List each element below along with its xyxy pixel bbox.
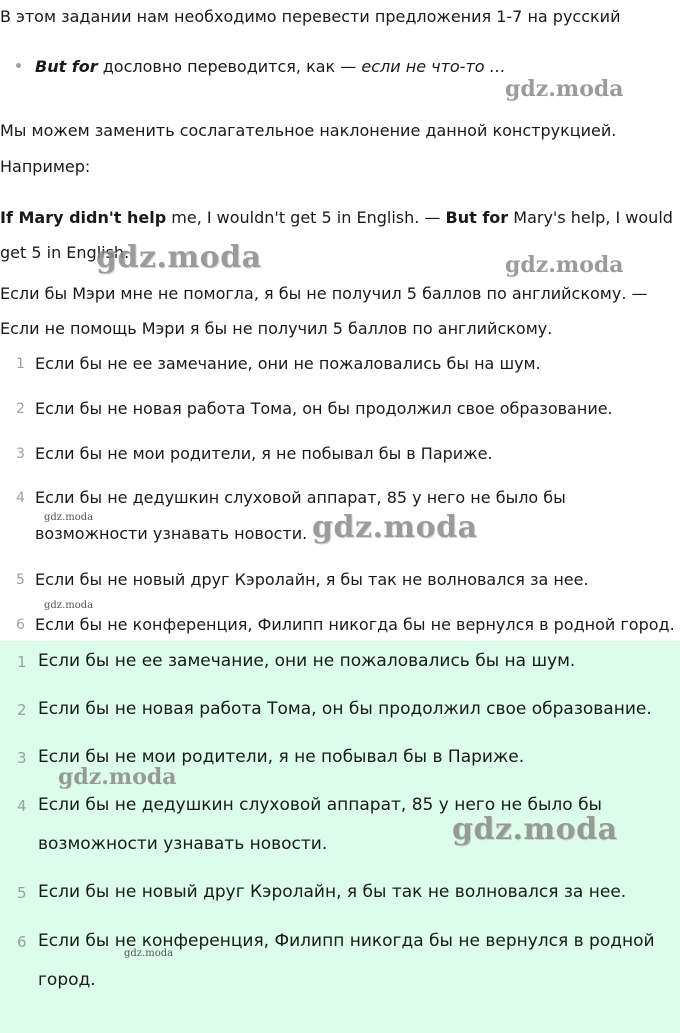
- list-item: Если бы не дедушкин слуховой аппарат, 85 у него не было бы: [35, 488, 566, 507]
- list-item-number: 3: [16, 446, 25, 462]
- list-item-number: 4: [16, 490, 25, 506]
- watermark: gdz.moda: [124, 948, 174, 959]
- answer-item: Если бы не новый друг Кэролайн, я бы так не волновался за нее.: [38, 882, 627, 902]
- list-item: Если бы не конференция, Филипп никогда бы не вернулся в родной город.: [35, 615, 675, 634]
- answer-item-number: 3: [17, 749, 27, 767]
- bullet-term: But for: [35, 57, 98, 76]
- list-item: Если бы не новая работа Тома, он бы продолжил свое образование.: [35, 399, 613, 418]
- answer-item-number: 2: [17, 701, 27, 719]
- translation-line-2: Если не помощь Мэри я бы не получил 5 баллов по английскому.: [0, 319, 553, 338]
- answer-item-number: 6: [17, 933, 27, 951]
- example-part4: Mary's help, I would get 5 in English.: [0, 208, 673, 262]
- list-item: Если бы не мои родители, я не побывал бы в Париже.: [35, 444, 493, 463]
- watermark: gdz.moda: [312, 510, 478, 545]
- answer-item-continuation: город.: [38, 970, 96, 990]
- answer-item-number: 5: [17, 884, 27, 902]
- answer-item-number: 4: [17, 797, 27, 815]
- watermark: gdz.moda: [96, 240, 262, 275]
- bullet-middle: дословно переводится, как —: [97, 57, 362, 76]
- answer-item: Если бы не мои родители, я не побывал бы в Париже.: [38, 747, 525, 767]
- example-part3: But for: [445, 208, 509, 227]
- watermark: gdz.moda: [452, 812, 618, 847]
- answer-item-continuation: возможности узнавать новости.: [38, 834, 328, 854]
- answer-item: Если бы не конференция, Филипп никогда бы не вернулся в родной: [38, 931, 655, 951]
- watermark: gdz.moda: [505, 76, 624, 102]
- bullet-meaning: если не что-то …: [361, 57, 506, 76]
- list-item-number: 5: [16, 572, 25, 588]
- translation-line-1: Если бы Мэри мне не помогла, я бы не получил 5 баллов по английскому. —: [0, 284, 648, 303]
- example-part1: If Mary didn't help: [0, 208, 167, 227]
- list-item: Если бы не ее замечание, они не пожаловались бы на шум.: [35, 354, 541, 373]
- watermark: gdz.moda: [44, 512, 94, 523]
- paragraph-example-label: Например:: [0, 157, 91, 176]
- answer-item: Если бы не ее замечание, они не пожаловались бы на шум.: [38, 651, 576, 671]
- paragraph-replace: Мы можем заменить сослагательное наклонение данной конструкцией.: [0, 121, 617, 140]
- list-item-number: 1: [16, 356, 25, 372]
- list-item-continuation: возможности узнавать новости.: [35, 524, 308, 543]
- answer-item: Если бы не новая работа Тома, он бы продолжил свое образование.: [38, 699, 652, 719]
- list-item-number: 2: [16, 401, 25, 417]
- intro-text: В этом задании нам необходимо перевести предложения 1-7 на русский: [0, 7, 621, 26]
- bullet-item: [16, 56, 506, 78]
- watermark: gdz.moda: [505, 252, 624, 278]
- example-part2: me, I wouldn't get 5 in English. —: [166, 208, 446, 227]
- watermark: gdz.moda: [44, 600, 94, 611]
- answer-item: Если бы не дедушкин слуховой аппарат, 85 у него не было бы: [38, 795, 602, 815]
- watermark: gdz.moda: [58, 764, 177, 790]
- answer-item-number: 1: [17, 653, 27, 671]
- list-item-number: 6: [16, 617, 25, 633]
- bullet-dot: [16, 63, 21, 68]
- list-item: Если бы не новый друг Кэролайн, я бы так не волновался за нее.: [35, 570, 589, 589]
